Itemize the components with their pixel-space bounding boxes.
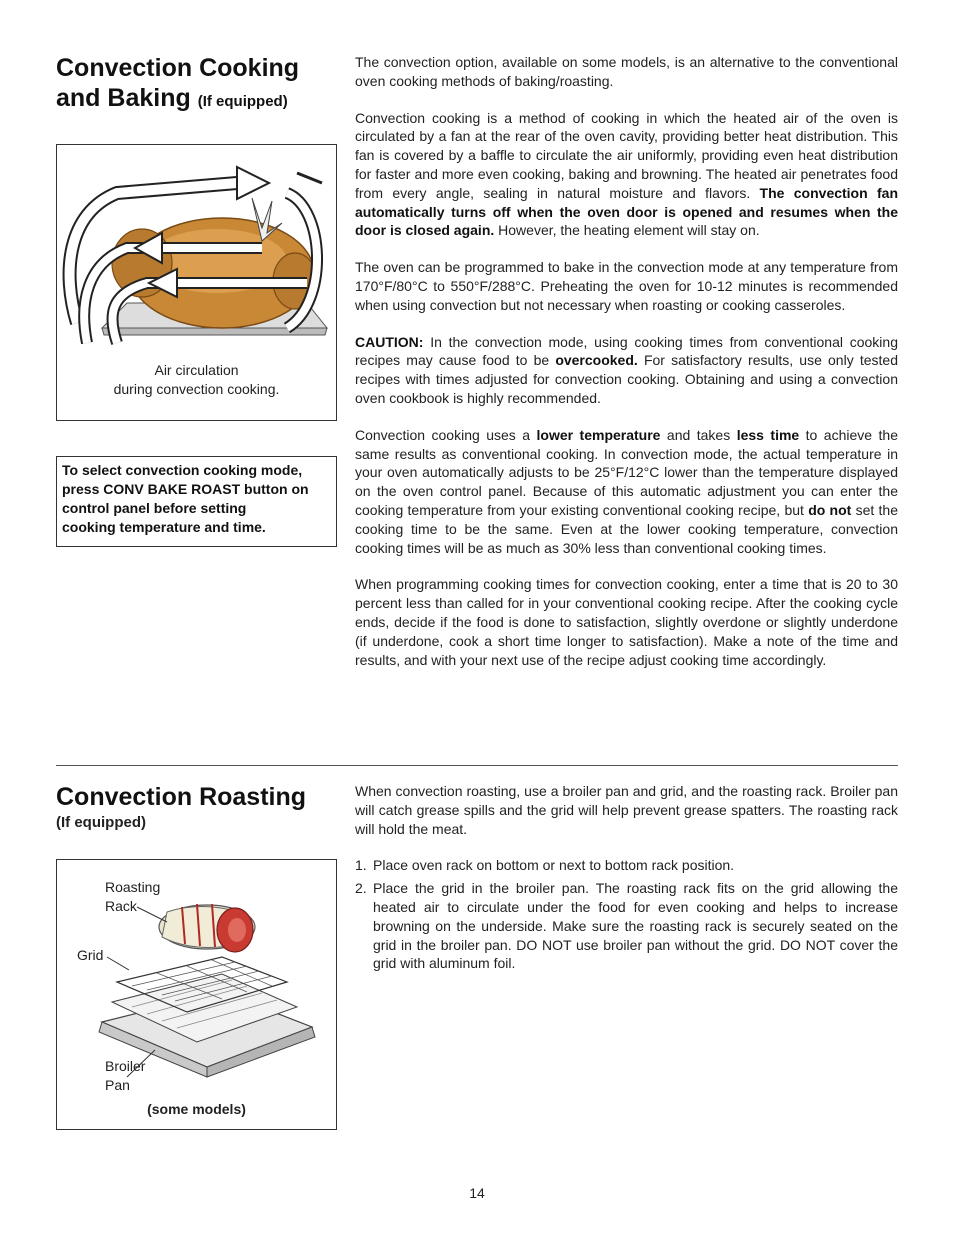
roasting-figure (56, 859, 337, 1130)
air-circulation-figure (56, 144, 337, 421)
paragraph-5: Convection cooking uses a lower temperature and takes less time to achieve the same results as conventional cooking. In convection mode, the actual temperature in your oven automatically adjusts to be 25°F/12°C lower than the temperature displayed on the oven control panel. Because of this automatic adjustment you can enter the cooking temperature from your existing conventional cooking recipe, but do not set the cooking time to be the same. Even at the lower cooking temperature, convection cooking times will be as much as 30% less than conventional cooking times. (355, 426, 898, 556)
paragraph-2: Convection cooking is a method of cooking in which the heated air of the oven is circulated by a fan at the rear of the oven cavity, providing better heat distribution. This fan is covered by a baffle to circulate the air uniformly, providing even heat distribution for faster and more even cooking, baking and browning. The heated air penetrates food from every angle, sealing in natural moisture and flavors. The convection fan automatically turns off when the oven door is opened and resumes when the door is closed again. However, the heating element will stay on. (355, 109, 898, 239)
figure-caption: Air circulation during convection cooking. (113, 362, 280, 397)
figure-note-some-models: (some models) (147, 1101, 246, 1117)
paragraph-caution: CAUTION: In the convection mode, using cooking times from conventional cooking recipes may cause food to be overcooked. For satisfactory results, use only tested recipes with times adjusted for convection cooking. Obtaining and using a convection oven cookbook is highly recommended. (355, 333, 898, 406)
roasting-rack-illustration (57, 882, 336, 1082)
title-if-equipped: (If equipped) (197, 93, 288, 110)
label-broiler-pan: Broiler Pan (105, 1058, 146, 1093)
roasting-if-equipped: (If equipped) (56, 814, 146, 831)
step-1: 1. Place oven rack on bottom or next to bottom rack position. (355, 857, 735, 874)
convection-oven-illustration (57, 153, 336, 353)
roasting-intro: When convection roasting, use a broiler pan and grid, and the roasting rack. Broiler pan will catch grease spills and the grid will help prevent grease spatters. The roasting rack will hold the meat. (355, 783, 898, 837)
convection-roasting-body (355, 782, 898, 977)
section-title-convection-roasting (56, 782, 346, 831)
instruction-note-box (56, 456, 337, 547)
paragraph-1: The convection option, available on some models, is an alternative to the conventional oven cooking methods of baking/roasting. (355, 54, 898, 89)
convection-cooking-body (355, 53, 898, 669)
title-line2: and Baking (56, 84, 191, 112)
roasting-steps (355, 856, 898, 973)
paragraph-3: The oven can be programmed to bake in the convection mode at any temperature from 170°F/80°C to 550°F/288°C. Preheating the oven for 10-12 minutes is recommended when using convection but not necessary when roasting or cooking casseroles. (355, 259, 898, 313)
section-title-convection-cooking (56, 53, 346, 117)
title-line1: Convection Cooking (56, 54, 300, 82)
label-roasting-rack: Roasting Rack (105, 879, 161, 914)
instruction-note: To select convection cooking mode, press CONV BAKE ROAST button on control panel before setting cooking temperature and time. (62, 462, 309, 535)
label-grid: Grid (77, 947, 104, 963)
paragraph-6: When programming cooking times for convection cooking, enter a time that is 20 to 30 percent less than called for in your conventional cooking recipe. After the cooking cycle ends, decide if the food is done to satisfaction, slightly overdone or slightly underdone (if underdone, cook a short time longer to satisfaction). Make a note of the time and results, and with your next use of the recipe adjust cooking time accordingly. (355, 576, 898, 668)
section-divider (56, 765, 898, 766)
roasting-title: Convection Roasting (56, 783, 307, 811)
page-number: 14 (469, 1185, 485, 1201)
step-2: 2. Place the grid in the broiler pan. The roasting rack fits on the grid allowing the heated air to circulate under the food for even cooking and helps to increase browning on the underside. Make sure the roasting rack is securely seated on the grid in the broiler pan. DO NOT use broiler pan without the grid. DO NOT cover the grid with aluminum foil. (355, 880, 898, 972)
